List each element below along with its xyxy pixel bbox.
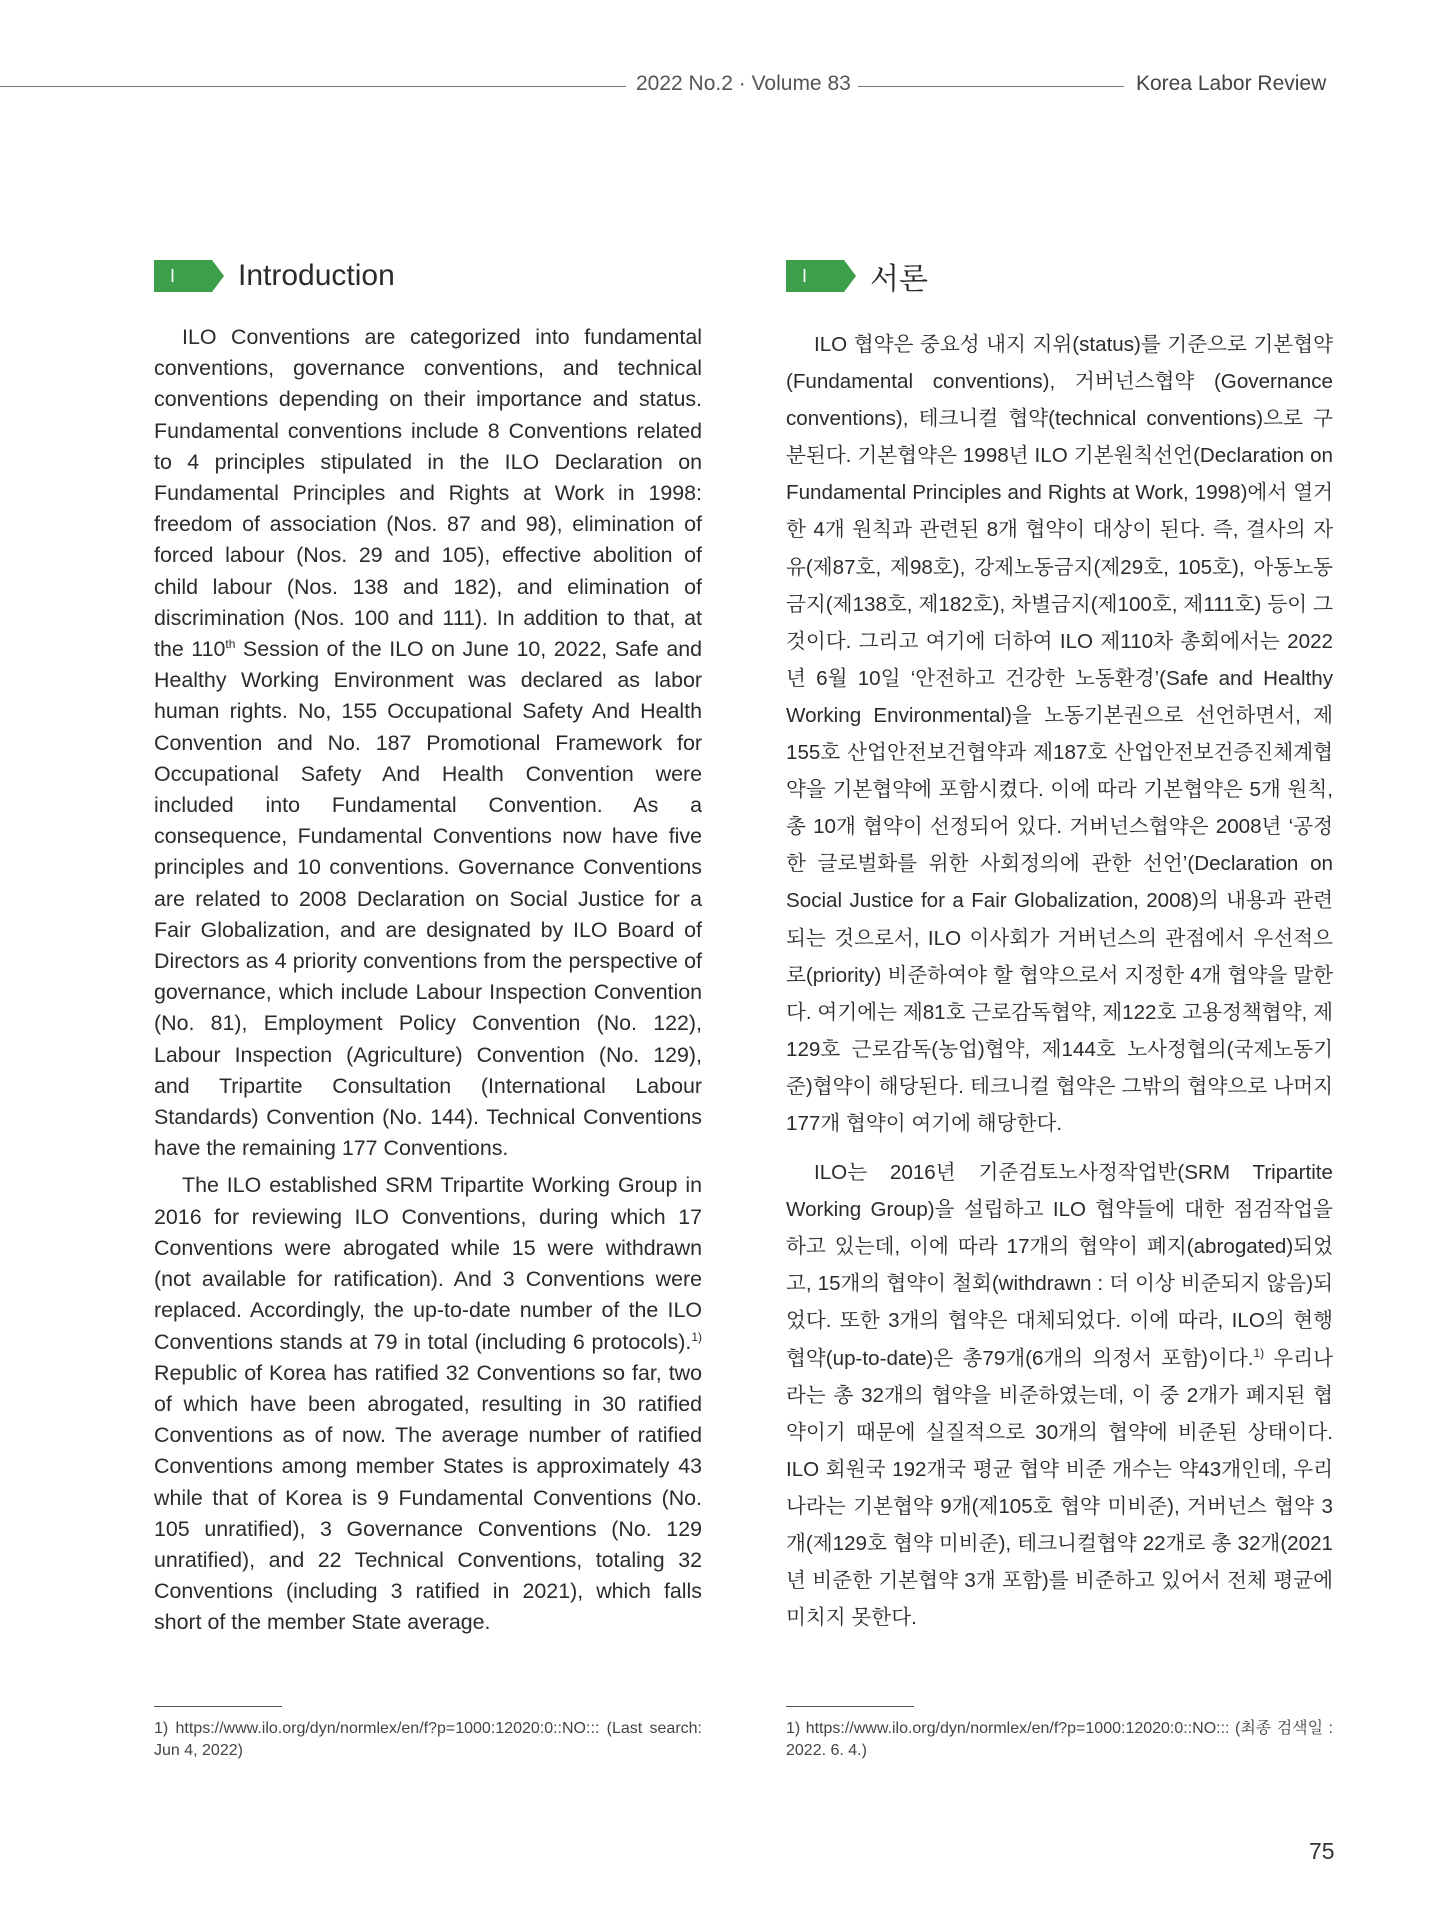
footnote-rule bbox=[786, 1706, 914, 1707]
paragraph-text: The ILO established SRM Tripartite Working Group in 2016 for reviewing ILO Conventions, during which 17 Conventions were abrogated while 15 were withdrawn (not available for ratification). And 3 Conventions were replaced. Accordingly, the up-to-date number of the ILO Conventions stands at 79 in total (including 6 protocols). bbox=[154, 1173, 702, 1354]
footnote-rule bbox=[154, 1706, 282, 1707]
page-number: 75 bbox=[1309, 1838, 1335, 1864]
paragraph bbox=[154, 322, 702, 1164]
paragraph-text: Republic of Korea has ratified 32 Conventions so far, two of which have been abrogated, resulting in 30 ratified Conventions as of now. The average number of ratified Conventions among member States is approximately 43 while that of Korea is 9 Fundamental Conventions (No. 105 unratified), 3 Governance Conventions (No. 129 unratified), and 22 Technical Conventions, totaling 32 Conventions (including 3 ratified in 2021), which falls short of the member State average. bbox=[154, 1360, 702, 1635]
superscript: th bbox=[225, 636, 236, 651]
section-title: Introduction bbox=[238, 259, 395, 292]
section-title: 서론 bbox=[870, 263, 928, 296]
korean-column bbox=[786, 256, 1333, 296]
english-body bbox=[154, 322, 702, 1639]
paragraph-text: Session of the ILO on June 10, 2022, Safe and Healthy Working Environment was declared as labor human rights. No, 155 Occupational Safety And Health Convention and No. 187 Promotional Framework for Occupational Safety And Health Convention were included into Fundamental Convention. As a consequence, Fundamental Conventions now have five principles and 10 conventions. Governance Conventions are related to 2008 Declaration on Social Justice for a Fair Globalization, and are designated by ILO Board of Directors as 4 priority conventions from the perspective of governance, which include Labour Inspection Convention (No. 81), Employment Policy Convention (No. 122), Labour Inspection (Agriculture) Convention (No. 129), and Tripartite Consultation (International Labour Standards) Convention (No. 144). Technical Conventions have the remaining 177 Conventions. bbox=[154, 637, 703, 1161]
paragraph bbox=[786, 1154, 1333, 1636]
section-heading bbox=[786, 256, 1333, 296]
footnote-ref: 1) bbox=[1253, 1345, 1265, 1360]
header-rule bbox=[858, 86, 1124, 87]
section-number-badge: I bbox=[154, 260, 212, 292]
header-rule bbox=[0, 86, 626, 87]
paragraph bbox=[154, 1170, 702, 1638]
issue-label: 2022 No.2 · Volume 83 bbox=[636, 72, 851, 95]
paragraph-text: ILO Conventions are categorized into fundamental conventions, governance conventions, and technical conventions depending on their importance and status. Fundamental conventions include 8 Conventions related to 4 principles stipulated in the ILO Declaration on Fundamental Principles and Rights at Work in 1998: freedom of association (Nos. 87 and 98), elimination of forced labour (Nos. 29 and 105), effective abolition of child labour (Nos. 138 and 182), and elimination of discrimination (Nos. 100 and 111). In addition to that, at the 110 bbox=[154, 325, 702, 662]
paragraph-text: ILO는 2016년 기준검토노사정작업반(SRM Tripartite Working Group)을 설립하고 ILO 협약들에 대한 점검작업을 하고 있는데, 이에 따라 17개의 협약이 폐지(abrogated)되었고, 15개의 협약이 철회(withdrawn : 더 이상 비준되지 않음)되었다. 또한 3개의 협약은 대체되었다. 이에 따라, ILO의 현행 협약(up-to-date)은 총79개(6개의 의정서 포함)이다. bbox=[786, 1161, 1333, 1370]
footnote-ref: 1) bbox=[691, 1329, 702, 1344]
section-heading bbox=[154, 256, 702, 296]
english-column bbox=[154, 256, 702, 296]
korean-body bbox=[786, 326, 1333, 1636]
paragraph-text: 우리나라는 총 32개의 협약을 비준하였는데, 이 중 2개가 폐지된 협약이기 때문에 실질적으로 30개의 협약에 비준된 상태이다. ILO 회원국 192개국 평균 협약 비준 개수는 약43개인데, 우리나라는 기본협약 9개(제105호 협약 미비준), 거버넌스 협약 3개(제129호 협약 미비준), 테크니컬협약 22개로 총 32개(2021년 비준한 기본협약 3개 포함)를 비준하고 있어서 전체 평균에 미치지 못한다. bbox=[786, 1346, 1333, 1630]
section-number-badge: I bbox=[786, 260, 844, 292]
journal-title: Korea Labor Review bbox=[1136, 72, 1327, 95]
footnote: 1) https://www.ilo.org/dyn/normlex/en/f?p=1000:12020:0::NO::: (최종 검색일 : 2022. 6. 4.) bbox=[786, 1720, 1333, 1759]
footnote: 1) https://www.ilo.org/dyn/normlex/en/f?p=1000:12020:0::NO::: (Last search: Jun 4, 2022) bbox=[154, 1720, 702, 1759]
paragraph: ILO 협약은 중요성 내지 지위(status)를 기준으로 기본협약(Fundamental conventions), 거버넌스협약 (Governance conventions), 테크니컬 협약(technical conventions)으로 구분된다. 기본협약은 1998년 ILO 기본원칙선언(Declaration on Fundamental Principles and Rights at Work, 1998)에서 열거한 4개 원칙과 관련된 8개 협약이 대상이 된다. 즉, 결사의 자유(제87호, 제98호), 강제노동금지(제29호, 105호), 아동노동금지(제138호, 제182호), 차별금지(제100호, 제111호) 등이 그것이다. 그리고 여기에 더하여 ILO 제110차 총회에서는 2022년 6월 10일 ‘안전하고 건강한 노동환경’(Safe and Healthy Working Environmental)을 노동기본권으로 선언하면서, 제155호 산업안전보건협약과 제187호 산업안전보건증진체계협약을 기본협약에 포함시켰다. 이에 따라 기본협약은 5개 원칙, 총 10개 협약이 선정되어 있다. 거버넌스협약은 2008년 ‘공정한 글로벌화를 위한 사회정의에 관한 선언’(Declaration on Social Justice for a Fair Globalization, 2008)의 내용과 관련되는 것으로서, ILO 이사회가 거버넌스의 관점에서 우선적으로(priority) 비준하여야 할 협약으로서 지정한 4개 협약을 말한다. 여기에는 제81호 근로감독협약, 제122호 고용정책협약, 제129호 근로감독(농업)협약, 제144호 노사정협의(국제노동기준)협약이 해당된다. 테크니컬 협약은 그밖의 협약으로 나머지 177개 협약이 여기에 해당한다. bbox=[786, 333, 1333, 1135]
